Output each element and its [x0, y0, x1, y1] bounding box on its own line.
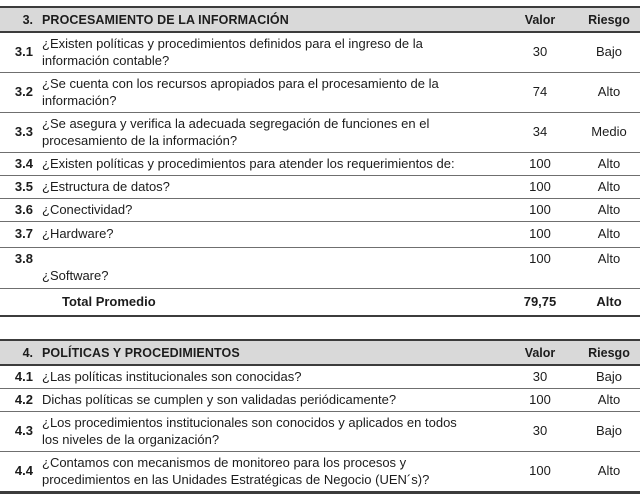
question-text: ¿Contamos con mecanismos de monitoreo para los procesos y procedimientos en las Unidades Estratégicas de Negocio (UEN´s)?	[36, 452, 502, 493]
row-number: 3.8	[0, 248, 36, 289]
table-row	[0, 113, 640, 153]
question-text: ¿Existen políticas y procedimientos para atender los requerimientos de:	[36, 153, 502, 176]
valor-value: 100	[502, 389, 578, 412]
question-text: ¿Se cuenta con los recursos apropiados para el procesamiento de la información?	[36, 73, 502, 113]
row-number: 3.3	[0, 113, 36, 153]
question-text: Dichas políticas se cumplen y son validadas periódicamente?	[36, 389, 502, 412]
row-number: 4.2	[0, 389, 36, 412]
table-row	[0, 412, 640, 452]
section-3-header-row	[0, 7, 640, 32]
total-riesgo: Alto	[578, 289, 640, 317]
row-number: 3.1	[0, 32, 36, 73]
riesgo-value: Medio	[578, 113, 640, 153]
column-header-riesgo: Riesgo	[578, 340, 640, 365]
question-text: ¿Los procedimientos institucionales son conocidos y aplicados en todos los niveles de la organización?	[36, 412, 502, 452]
table-row	[0, 73, 640, 113]
table-row	[0, 248, 640, 289]
valor-value: 100	[502, 452, 578, 493]
section-title: POLÍTICAS Y PROCEDIMIENTOS	[36, 340, 502, 365]
valor-value: 100	[502, 222, 578, 248]
section-number: 4.	[0, 340, 36, 365]
riesgo-value: Alto	[578, 73, 640, 113]
table-row	[0, 365, 640, 389]
valor-value: 100	[502, 199, 578, 222]
row-number: 3.5	[0, 176, 36, 199]
column-header-riesgo: Riesgo	[578, 7, 640, 32]
section-4-header-row	[0, 340, 640, 365]
riesgo-value: Bajo	[578, 412, 640, 452]
row-number: 3.4	[0, 153, 36, 176]
valor-value: 30	[502, 365, 578, 389]
question-text: ¿Conectividad?	[36, 199, 502, 222]
riesgo-value: Alto	[578, 248, 640, 289]
riesgo-value: Bajo	[578, 365, 640, 389]
riesgo-value: Alto	[578, 389, 640, 412]
table-row	[0, 32, 640, 73]
section-4-table	[0, 339, 640, 494]
table-row	[0, 176, 640, 199]
riesgo-value: Alto	[578, 452, 640, 493]
valor-value: 74	[502, 73, 578, 113]
riesgo-value: Alto	[578, 176, 640, 199]
row-number: 3.6	[0, 199, 36, 222]
row-number: 3.2	[0, 73, 36, 113]
question-text: ¿Software?	[36, 248, 502, 289]
valor-value: 34	[502, 113, 578, 153]
valor-value: 100	[502, 176, 578, 199]
row-number: 3.7	[0, 222, 36, 248]
section-number: 3.	[0, 7, 36, 32]
section-3-table	[0, 6, 640, 317]
riesgo-value: Alto	[578, 222, 640, 248]
riesgo-value: Bajo	[578, 32, 640, 73]
table-row	[0, 389, 640, 412]
row-number: 4.4	[0, 452, 36, 493]
question-text: ¿Las políticas institucionales son conocidas?	[36, 365, 502, 389]
valor-value: 100	[502, 248, 578, 289]
table-row	[0, 452, 640, 493]
question-text: ¿Hardware?	[36, 222, 502, 248]
total-row	[0, 289, 640, 317]
total-label: Total Promedio	[36, 289, 502, 317]
table-row	[0, 222, 640, 248]
valor-value: 100	[502, 153, 578, 176]
section-title: PROCESAMIENTO DE LA INFORMACIÓN	[36, 7, 502, 32]
table-row	[0, 199, 640, 222]
riesgo-value: Alto	[578, 199, 640, 222]
total-row-number	[0, 289, 36, 317]
total-valor: 79,75	[502, 289, 578, 317]
question-text: ¿Se asegura y verifica la adecuada segregación de funciones en el procesamiento de la información?	[36, 113, 502, 153]
column-header-valor: Valor	[502, 7, 578, 32]
column-header-valor: Valor	[502, 340, 578, 365]
valor-value: 30	[502, 32, 578, 73]
valor-value: 30	[502, 412, 578, 452]
riesgo-value: Alto	[578, 153, 640, 176]
row-number: 4.1	[0, 365, 36, 389]
table-row	[0, 153, 640, 176]
question-text: ¿Existen políticas y procedimientos definidos para el ingreso de la información contable?	[36, 32, 502, 73]
section-gap	[0, 317, 640, 339]
row-number: 4.3	[0, 412, 36, 452]
question-text: ¿Estructura de datos?	[36, 176, 502, 199]
